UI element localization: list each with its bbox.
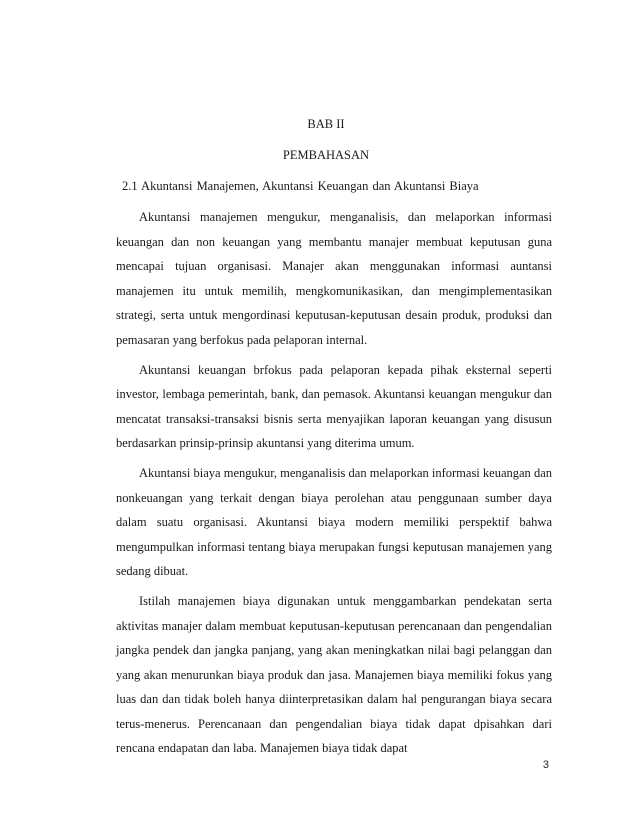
chapter-title: PEMBAHASAN xyxy=(282,148,370,162)
paragraph-akuntansi-keuangan: Akuntansi keuangan brfokus pada pelaporan kepada pihak eksternal seperti investor, lembaga pemerintah, bank, dan pemasok. Akuntansi keuangan mengukur dan mencatat transaksi-transaksi bisnis serta menyajikan laporan keuangan yang disusun berdasarkan prinsip-prinsip akuntansi yang diterima umum. xyxy=(116,362,552,451)
paragraph-akuntansi-biaya: Akuntansi biaya mengukur, menganalisis dan melaporkan informasi keuangan dan nonkeuangan yang terkait dengan biaya perolehan atau penggunaan sumber daya dalam suatu organisasi. Akuntansi biaya modern memiliki perspektif bahwa mengumpulkan informasi tentang biaya merupakan fungsi keputusan manajemen yang sedang dibuat. xyxy=(116,465,552,579)
chapter-number: BAB II xyxy=(307,117,345,131)
section-heading: 2.1 Akuntansi Manajemen, Akuntansi Keuangan dan Akuntansi Biaya xyxy=(122,179,479,193)
paragraph-akuntansi-manajemen: Akuntansi manajemen mengukur, menganalisis, dan melaporkan informasi keuangan dan non keuangan yang membantu manajer membuat keputusan guna mencapai tujuan organisasi. Manajer akan menggunakan informasi auntansi manajemen itu untuk memilih, mengkomunikasikan, dan mengimplementasikan strategi, serta untuk mengordinasi keputusan-keputusan desain produk, produksi dan pemasaran yang berfokus pada pelaporan internal. xyxy=(116,210,552,347)
body-text xyxy=(116,205,552,766)
paragraph-manajemen-biaya: Istilah manajemen biaya digunakan untuk menggambarkan pendekatan serta aktivitas manajer dalam membuat keputusan-keputusan perencanaan dan pengendalian jangka pendek dan jangka panjang, yang akan meningkatkan nilai bagi pelanggan dan yang akan menurunkan biaya produk dan jasa. Manajemen biaya memiliki fokus yang luas dan dan tidak boleh hanya diinterpretasikan dalam hal pengurangan biaya secara terus-menerus. Perencanaan dan pengendalian biaya tidak dapat dpisahkan dari rencana endapatan dan laba. Manajemen biaya tidak dapat xyxy=(116,593,552,756)
page-number: 3 xyxy=(542,759,549,771)
